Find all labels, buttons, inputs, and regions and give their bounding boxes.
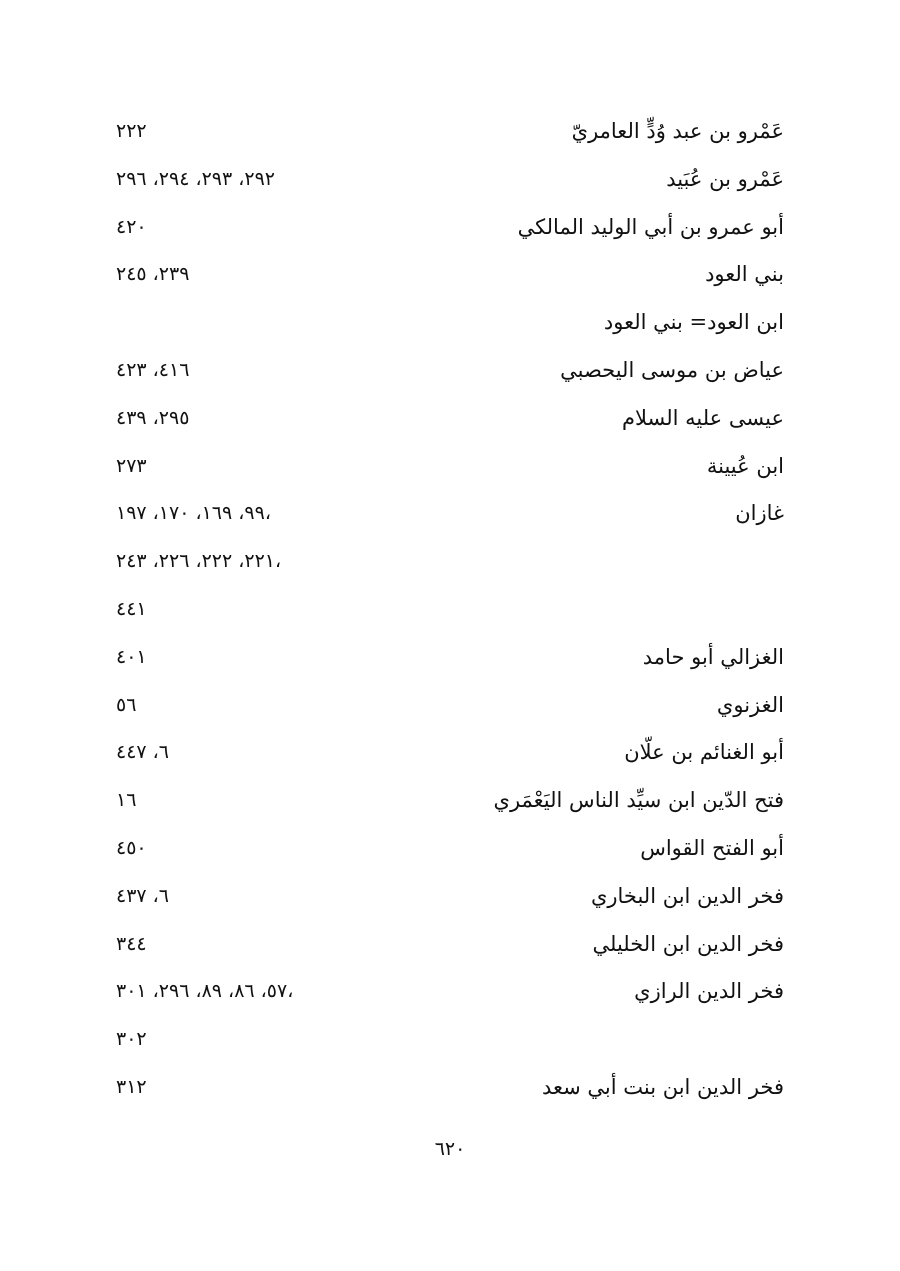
index-entry	[116, 586, 784, 634]
index-entry	[116, 108, 784, 156]
index-entry	[116, 634, 784, 682]
entry-page-refs: ٦، ٤٤٧	[116, 741, 170, 764]
index-entry	[116, 204, 784, 252]
entry-name: فخر الدين ابن بنت أبي سعد	[541, 1074, 784, 1099]
entry-name: أبو عمرو بن أبي الوليد المالكي	[517, 214, 784, 239]
entry-page-refs: ٥٧، ٨٦، ٨٩، ٢٩٦، ٣٠١،	[116, 980, 294, 1003]
index-entry	[116, 825, 784, 873]
entry-page-refs: ٢٣٩، ٢٤٥	[116, 263, 190, 286]
entry-name: ابن العود= بني العود	[603, 310, 784, 335]
entry-page-refs: ٤١٦، ٤٢٣	[116, 358, 190, 381]
entry-name: فتح الدّين ابن سيِّد الناس اليَعْمَري	[493, 788, 784, 813]
index-entry	[116, 443, 784, 491]
entry-name: فخر الدين ابن البخاري	[590, 883, 784, 908]
entry-name: عَمْرو بن عبد وُدٍّ العامريّ	[571, 119, 784, 143]
index-entry	[116, 921, 784, 969]
entry-name: الغزالي أبو حامد	[642, 644, 784, 669]
entry-page-refs: ٢٧٣	[116, 454, 147, 477]
index-entry	[116, 777, 784, 825]
entry-name: غازان	[735, 501, 784, 526]
entry-name: بني العود	[705, 262, 784, 287]
index-list	[116, 108, 784, 1112]
entry-page-refs: ٩٩، ١٦٩، ١٧٠، ١٩٧،	[116, 502, 271, 525]
entry-name: عيسى عليه السلام	[621, 405, 784, 430]
index-entry	[116, 1064, 784, 1112]
entry-page-refs: ٤٠١	[116, 645, 147, 668]
entry-page-refs: ٣١٢	[116, 1075, 147, 1098]
index-entry	[116, 299, 784, 347]
entry-page-refs: ٦، ٤٣٧	[116, 884, 170, 907]
entry-page-refs: ٥٦	[116, 693, 137, 716]
index-entry	[116, 1016, 784, 1064]
entry-page-refs: ٢٢٢	[116, 120, 147, 142]
entry-name: فخر الدين ابن الخليلي	[592, 931, 784, 956]
index-entry	[116, 251, 784, 299]
index-entry	[116, 538, 784, 586]
index-entry	[116, 395, 784, 443]
entry-page-refs: ٢٩٥، ٤٣٩	[116, 406, 190, 429]
entry-name: عياض بن موسى اليحصبي	[560, 357, 784, 382]
entry-name: الغزنوي	[716, 692, 784, 717]
index-entry	[116, 729, 784, 777]
index-entry	[116, 156, 784, 204]
entry-page-refs: ٤٤١	[116, 597, 147, 620]
entry-page-refs: ٢٢١، ٢٢٢، ٢٢٦، ٢٤٣،	[116, 550, 282, 573]
index-entry	[116, 682, 784, 730]
entry-name: أبو الفتح القواس	[640, 835, 784, 860]
index-entry	[116, 347, 784, 395]
entry-page-refs: ٤٥٠	[116, 836, 147, 859]
entry-page-refs: ٤٢٠	[116, 215, 147, 238]
page-number: ٦٢٠	[434, 1138, 466, 1160]
entry-name: ابن عُيينة	[706, 453, 784, 478]
index-entry	[116, 873, 784, 921]
entry-name: فخر الدين الرازي	[634, 979, 784, 1004]
entry-name: أبو الغنائم بن علّان	[624, 740, 784, 765]
index-entry	[116, 490, 784, 538]
entry-page-refs: ١٦	[116, 789, 137, 812]
entry-page-refs: ٢٩٢، ٢٩٣، ٢٩٤، ٢٩٦	[116, 167, 276, 190]
entry-page-refs: ٣٤٤	[116, 932, 147, 955]
entry-page-refs: ٣٠٢	[116, 1028, 147, 1051]
entry-name: عَمْرو بن عُبَيد	[666, 166, 784, 191]
index-entry	[116, 968, 784, 1016]
